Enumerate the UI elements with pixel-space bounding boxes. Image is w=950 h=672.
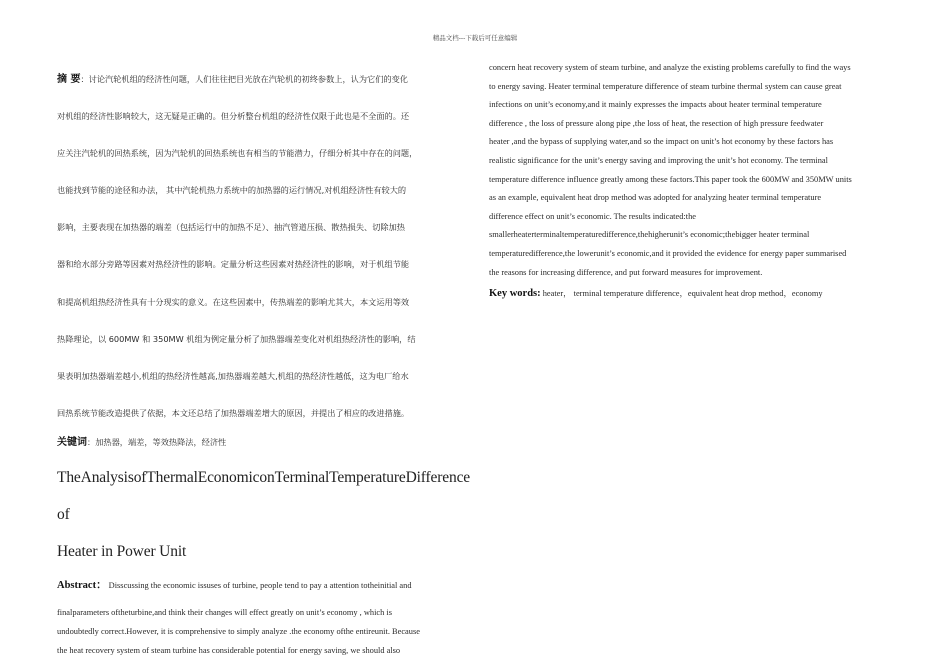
abstract-continued-line-12: the reasons for increasing difference, and put forward measures for improvement.: [489, 267, 763, 277]
chinese-abstract-line-4: 也能找到节能的途径和办法， 其中汽轮机热力系统中的加热器的运行情况,对机组经济性有较大的: [57, 185, 407, 196]
chinese-abstract-line-8: 热降理论，以 600MW 和 350MW 机组为例定量分析了加热器端差变化对机组热经济性的影响，结: [57, 333, 416, 344]
abstract-continued-line-5: heater ,and the bypass of supplying water,and so the impact on unit’s hot economy by these factors has: [489, 137, 834, 147]
english-title-line-1: TheAnalysisofThermalEconomiconTerminalTemperatureDifference of: [57, 468, 471, 523]
english-abstract: [57, 571, 475, 660]
abstract-continued-line-11: temperaturedifference,the lowerunit’s economic,and it provided the evidence for energy paper summarised: [489, 248, 847, 258]
left-column: [57, 61, 475, 660]
chinese-abstract-line-9: 果表明加热器端差越小,机组的热经济性越高,加热器端差越大,机组的热经济性越低，这为电厂给水: [57, 370, 409, 381]
english-keywords-text: heater， terminal temperature difference，equivalent heat drop method，economy: [540, 289, 823, 299]
english-keywords-label: Key words:: [489, 288, 541, 300]
english-keywords: [489, 287, 907, 299]
chinese-keywords-label: 关键词: [57, 436, 87, 448]
abstract-continued-line-2: to energy saving. Heater terminal temperature difference of steam turbine thermal system can cause great: [489, 81, 842, 91]
english-title-line-2: Heater in Power Unit: [57, 542, 187, 560]
english-abstract-label: Abstract：: [57, 579, 107, 591]
abstract-continued-line-3: infections on unit’s economy,and it mainly expresses the impacts about heater terminal temperature: [489, 100, 822, 110]
chinese-keywords-text: ：加热器，端差，等效热降法，经济性: [87, 436, 227, 447]
chinese-abstract-label: 摘 要: [57, 74, 81, 85]
english-abstract-line-2: finalparameters oftheturbine,and think their changes will effect greatly on unit’s economy , which is: [57, 607, 392, 617]
english-title: [57, 459, 475, 570]
chinese-abstract-line-2: 对机组的经济性影响较大，这无疑是正确的。但分析整台机组的经济性仅限于此也是不全面的。还: [57, 111, 410, 122]
page-header: 精品文档---下载后可任意编辑: [432, 34, 518, 42]
english-abstract-line-3: undoubtedly correct.However, it is comprehensive to simply analyze .the economy ofthe entireunit. Because: [57, 626, 420, 636]
abstract-continued-line-9: difference effect on unit’s economic. The results indicated:the: [489, 211, 696, 221]
right-column: [489, 59, 907, 299]
abstract-continued-line-8: as an example, equivalent heat drop method was adopted for analyzing heater terminal temperature: [489, 193, 822, 203]
chinese-abstract-line-3: 应关注汽轮机的回热系统，因为汽轮机的回热系统也有相当的节能潜力，仔细分析其中存在的问题，: [57, 148, 418, 159]
chinese-abstract-line-6: 器和给水部分旁路等因素对热经济性的影响。定量分析这些因素对热经济性的影响，对于机组节能: [57, 259, 410, 270]
chinese-abstract-line-5: 影响，主要表现在加热器的端差（包括运行中的加热不足）、抽汽管道压损、散热损失、切除加热: [57, 222, 405, 233]
abstract-continued-line-7: temperature difference influence greatly among these factors.This paper took the 600MW and 350MW units: [489, 174, 852, 184]
chinese-abstract-line-10: 回热系统节能改造提供了依据，本文还总结了加热器端差增大的原因，并提出了相应的改进措施。: [57, 407, 410, 418]
abstract-continued-line-10: smallerheaterterminaltemperaturedifference,thehigherunit’s economic;thebigger heater terminal: [489, 230, 810, 240]
chinese-keywords: [57, 432, 475, 453]
english-abstract-continued: [489, 59, 907, 282]
abstract-continued-line-1: concern heat recovery system of steam turbine, and analyze the existing problems carefully to find the ways: [489, 63, 851, 72]
english-abstract-line-1: Abstract： Disscussing the economic issuses of turbine, people tend to pay a attention totheinitial and: [57, 579, 412, 591]
chinese-abstract-line-7: 和提高机组热经济性具有十分现实的意义。在这些因素中，传热端差的影响尤其大，本文运用等效: [57, 296, 410, 307]
chinese-abstract-line-1: 摘 要：讨论汽轮机组的经济性问题，人们往往把目光放在汽轮机的初终参数上，认为它们的变化: [57, 74, 408, 85]
chinese-abstract: [57, 61, 475, 432]
abstract-continued-line-4: difference , the loss of pressure along pipe ,the loss of heat, the resection of high pressure feedwater: [489, 118, 824, 128]
abstract-continued-line-6: realistic significance for the unit’s energy saving and improving the unit’s hot economy. The terminal: [489, 155, 828, 165]
english-abstract-line-4: the heat recovery system of steam turbine has considerable potential for energy saving, we should also: [57, 645, 401, 655]
